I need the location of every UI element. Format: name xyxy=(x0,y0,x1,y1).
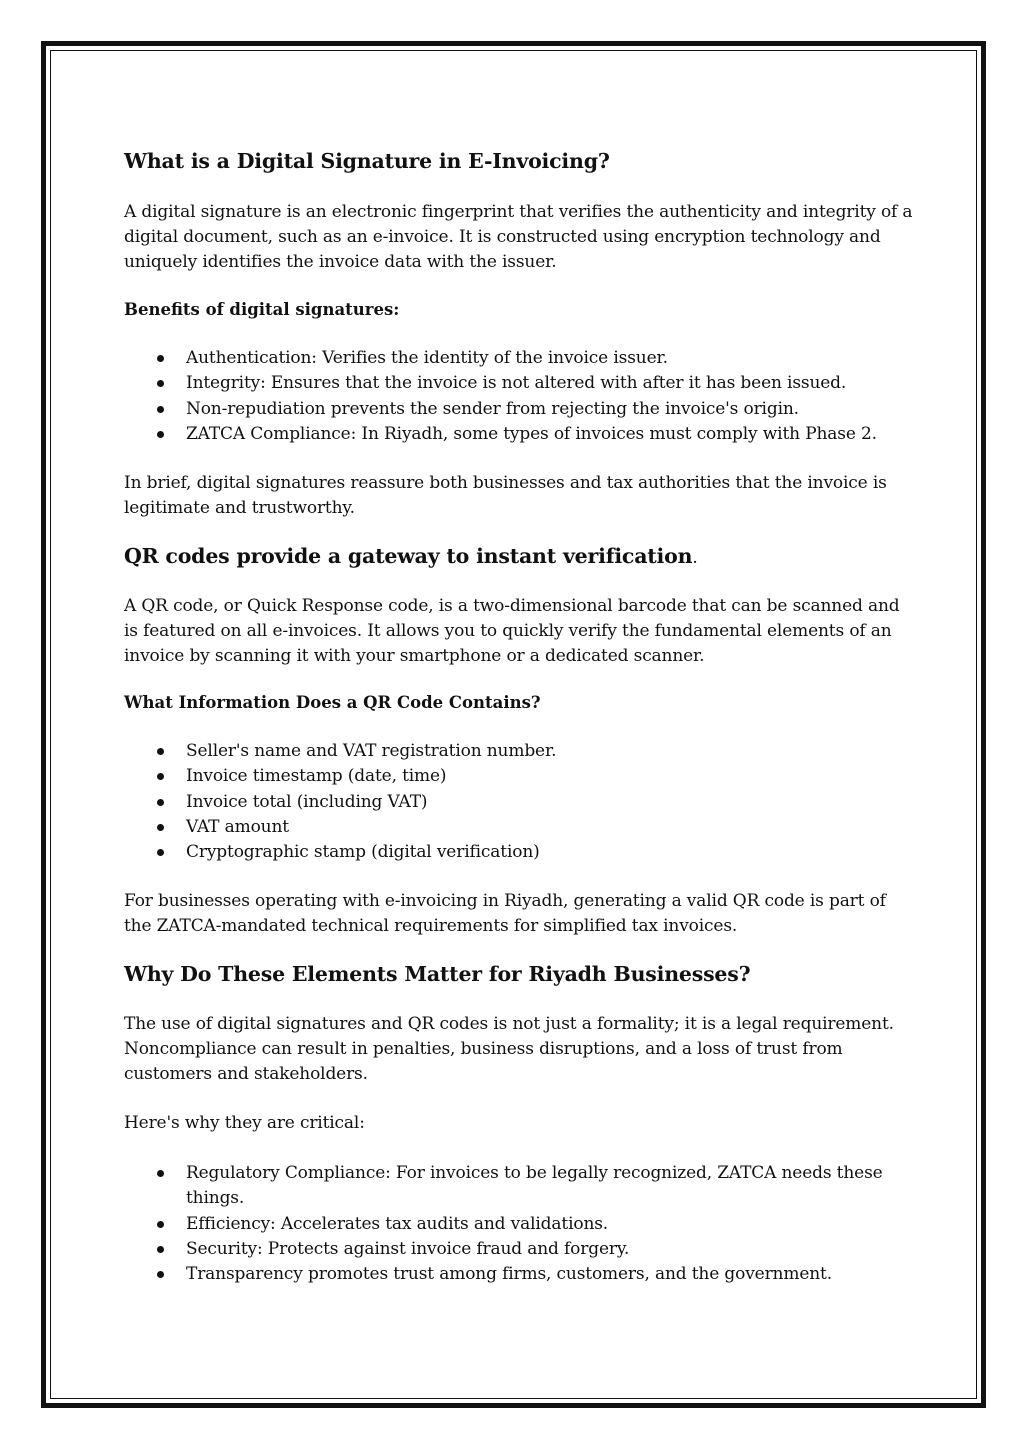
paragraph-critical-intro: Here's why they are critical: xyxy=(124,1113,365,1134)
bullet-icon xyxy=(157,355,164,362)
heading-why-matter: Why Do These Elements Matter for Riyadh Businesses? xyxy=(124,962,751,987)
heading-qr-codes-text: QR codes provide a gateway to instant verification xyxy=(124,544,693,569)
list-item-text: ZATCA Compliance: In Riyadh, some types of invoices must comply with Phase 2. xyxy=(186,423,877,444)
list-item xyxy=(124,764,914,789)
list-item xyxy=(124,1237,914,1262)
list-item-text: Seller's name and VAT registration number. xyxy=(186,741,557,761)
list-item-text: Integrity: Ensures that the invoice is not altered with after it has been issued. xyxy=(186,373,847,394)
list-item xyxy=(124,1262,914,1287)
paragraph-why-matter: The use of digital signatures and QR codes is not just a formality; it is a legal requirement. Noncompliance can result in penalties, business disruptions, and a loss of trust from customers and stakeholders. xyxy=(124,1014,894,1085)
paragraph-qr-code: A QR code, or Quick Response code, is a two-dimensional barcode that can be scanned and is featured on all e-invoices. It allows you to quickly verify the fundamental elements of an invoice by scanning it with your smartphone or a dedicated scanner. xyxy=(124,595,900,666)
list-item-text: Transparency promotes trust among firms, customers, and the government. xyxy=(186,1264,832,1285)
bullet-icon xyxy=(157,824,164,831)
list-item xyxy=(124,1212,914,1237)
list-item-text: Non-repudiation prevents the sender from rejecting the invoice's origin. xyxy=(186,398,799,419)
bullet-icon xyxy=(157,431,164,438)
paragraph-digital-signature: A digital signature is an electronic fingerprint that verifies the authenticity and integrity of a digital document, such as an e-invoice. It is constructed using encryption technology and uniquely identifies the invoice data with the issuer. xyxy=(124,201,913,272)
bullet-icon xyxy=(157,773,164,780)
list-item xyxy=(124,815,914,840)
bullet-icon xyxy=(157,799,164,806)
paragraph-summary-signature: In brief, digital signatures reassure both businesses and tax authorities that the invoice is legitimate and trustworthy. xyxy=(124,473,887,519)
list-item xyxy=(124,397,914,422)
bullet-icon xyxy=(157,748,164,755)
list-item-text: Cryptographic stamp (digital verification) xyxy=(186,842,540,863)
heading-digital-signature: What is a Digital Signature in E-Invoicing? xyxy=(124,149,610,173)
bullet-icon xyxy=(157,380,164,387)
list-item-text: Invoice timestamp (date, time) xyxy=(186,766,447,787)
bullet-icon xyxy=(157,1221,164,1228)
benefits-list xyxy=(124,346,914,447)
list-item-text: Invoice total (including VAT) xyxy=(186,791,428,812)
heading-qr-codes-suffix: . xyxy=(692,548,698,569)
bullet-icon xyxy=(157,849,164,856)
subheading-qr-info: What Information Does a QR Code Contains? xyxy=(124,692,541,712)
heading-qr-codes xyxy=(124,543,914,570)
list-item-text: Security: Protects against invoice fraud and forgery. xyxy=(186,1239,630,1260)
document-content xyxy=(124,140,914,1288)
paragraph-summary-qr: For businesses operating with e-invoicing in Riyadh, generating a valid QR code is part of the ZATCA-mandated technical requirements for simplified tax invoices. xyxy=(124,891,886,937)
list-item xyxy=(124,840,914,865)
list-item xyxy=(124,1161,914,1212)
list-item xyxy=(124,371,914,396)
qr-info-list xyxy=(124,739,914,865)
list-item xyxy=(124,422,914,447)
subheading-benefits: Benefits of digital signatures: xyxy=(124,299,400,319)
bullet-icon xyxy=(157,1246,164,1253)
list-item xyxy=(124,346,914,371)
reasons-list xyxy=(124,1161,914,1287)
bullet-icon xyxy=(157,1170,164,1177)
list-item-text: Efficiency: Accelerates tax audits and validations. xyxy=(186,1213,609,1234)
list-item-text: VAT amount xyxy=(186,816,289,837)
list-item-text: Regulatory Compliance: For invoices to be legally recognized, ZATCA needs these things. xyxy=(186,1163,883,1209)
bullet-icon xyxy=(157,1271,164,1278)
bullet-icon xyxy=(157,406,164,413)
list-item-text: Authentication: Verifies the identity of the invoice issuer. xyxy=(186,347,668,368)
list-item xyxy=(124,739,914,764)
list-item xyxy=(124,790,914,815)
